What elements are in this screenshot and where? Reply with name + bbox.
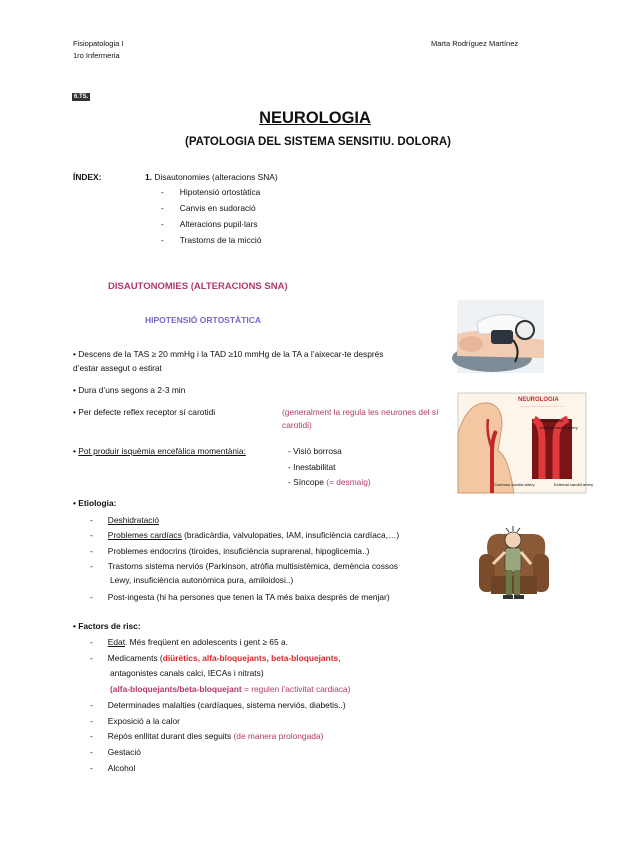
subsection-title: HIPOTENSIÓ ORTOSTÀTICA <box>145 315 262 325</box>
bullet-reflex-note: (generalment la regula les neurones del sí <box>282 407 439 417</box>
bullet-descens-cont: d’estar assegut o estirat <box>73 363 162 373</box>
index-heading-text: Disautonomies (alteracions SNA) <box>154 172 278 182</box>
carotid-figure-title: NEUROLOGIA <box>518 397 559 403</box>
etiologia-item: - Trastorns sistema nerviós (Parkinson, atròfia multisistèmica, demència cossos <box>90 561 398 571</box>
carotid-label: Internal carotid artery <box>540 425 578 430</box>
topic-tag: 6.TS. <box>74 94 89 100</box>
carotid-label: Carotid sinus <box>540 418 564 423</box>
dizzy-man-illustration <box>473 518 551 602</box>
factors-label: • Factors de risc: <box>73 621 141 631</box>
symptom-syncope: - Síncope (= desmaig) <box>288 477 371 487</box>
factor-item: - Alcohol <box>90 763 136 773</box>
section-title: DISAUTONOMIES (ALTERACIONS SNA) <box>108 281 288 292</box>
carotid-label: Common carotid artery <box>494 482 535 487</box>
index-item: - Canvis en sudoració <box>161 203 256 213</box>
etiologia-item: - Deshidratació <box>90 515 160 525</box>
blood-pressure-photo <box>457 300 544 373</box>
index-item: - Alteracions pupil·lars <box>161 219 258 229</box>
index-heading <box>145 171 278 183</box>
factor-edat: - Edat. Més freqüent en adolescents i gent ≥ 65 a. <box>90 637 288 647</box>
etiologia-item: - Problemes cardíacs (bradicàrdia, valvulopaties, IAM, insuficiència cardíaca,…) <box>90 530 400 540</box>
etiologia-item: - Post-ingesta (hi ha persones que tenen la TA més baixa després de menjar) <box>90 592 390 602</box>
symptom-vision: - Visió borrosa <box>288 446 342 456</box>
bullet-dura: • Dura d’uns segons a 2-3 min <box>73 385 186 395</box>
etiologia-item-cont: Lewy, insuficiència autonòmica pura, amiloidosi..) <box>110 575 294 585</box>
factor-medicaments: - Medicaments (diürètics, alfa-bloquejants, beta-bloquejants, <box>90 653 341 663</box>
header-author: Marta Rodríguez Martínez <box>431 39 519 48</box>
factor-item: - Gestació <box>90 747 141 757</box>
index-item: - Hipotensió ortostàtica <box>161 187 261 197</box>
header-course: Fisiopatologia I <box>73 39 124 48</box>
index-label: ÍNDEX: <box>73 172 102 182</box>
bullet-descens: • Descens de la TAS ≥ 20 mmHg i la TAD ≥10 mmHg de la TA a l’aixecar-te després <box>73 349 384 359</box>
factor-item: - Exposició a la calor <box>90 716 180 726</box>
etiologia-label: • Etiologia: <box>73 498 117 508</box>
bullet-reflex: • Per defecte reflex receptor sí carotidi <box>73 407 216 417</box>
index-number: 1. <box>145 172 152 182</box>
carotid-label: External carotid artery <box>554 482 594 487</box>
factor-item: - Determinades malalties (cardíaques, sistema nerviós, diabetis..) <box>90 700 346 710</box>
symptom-instability: - Inestabilitat <box>288 462 336 472</box>
etiologia-item: - Problemes endocrins (tiroides, insuficiència suprarenal, hipoglicemia..) <box>90 546 370 556</box>
svg-text:······························: ····································· <box>520 405 564 409</box>
carotid-sinus-diagram <box>458 393 594 493</box>
bullet-reflex-note-cont: carotidi) <box>282 420 312 430</box>
index-item: - Trastorns de la micció <box>161 235 262 245</box>
header-year: 1ro Infermeria <box>73 51 120 60</box>
factor-item: - Repòs enllitat durant dies seguits (de manera prolongada) <box>90 731 324 741</box>
page-subtitle: (PATOLOGIA DEL SISTEMA SENSITIU. DOLORA) <box>185 136 451 148</box>
factor-medicaments-note: (alfa-bloquejants/beta-bloquejant = regulen l’activitat cardiaca) <box>110 684 351 694</box>
factor-medicaments-cont: antagonistes canals calci, IECAs i nitrats) <box>110 668 264 678</box>
bullet-isquemia: • Pot produir isquèmia encefàlica momentània: <box>73 446 246 456</box>
page-title: NEUROLOGIA <box>259 109 371 127</box>
